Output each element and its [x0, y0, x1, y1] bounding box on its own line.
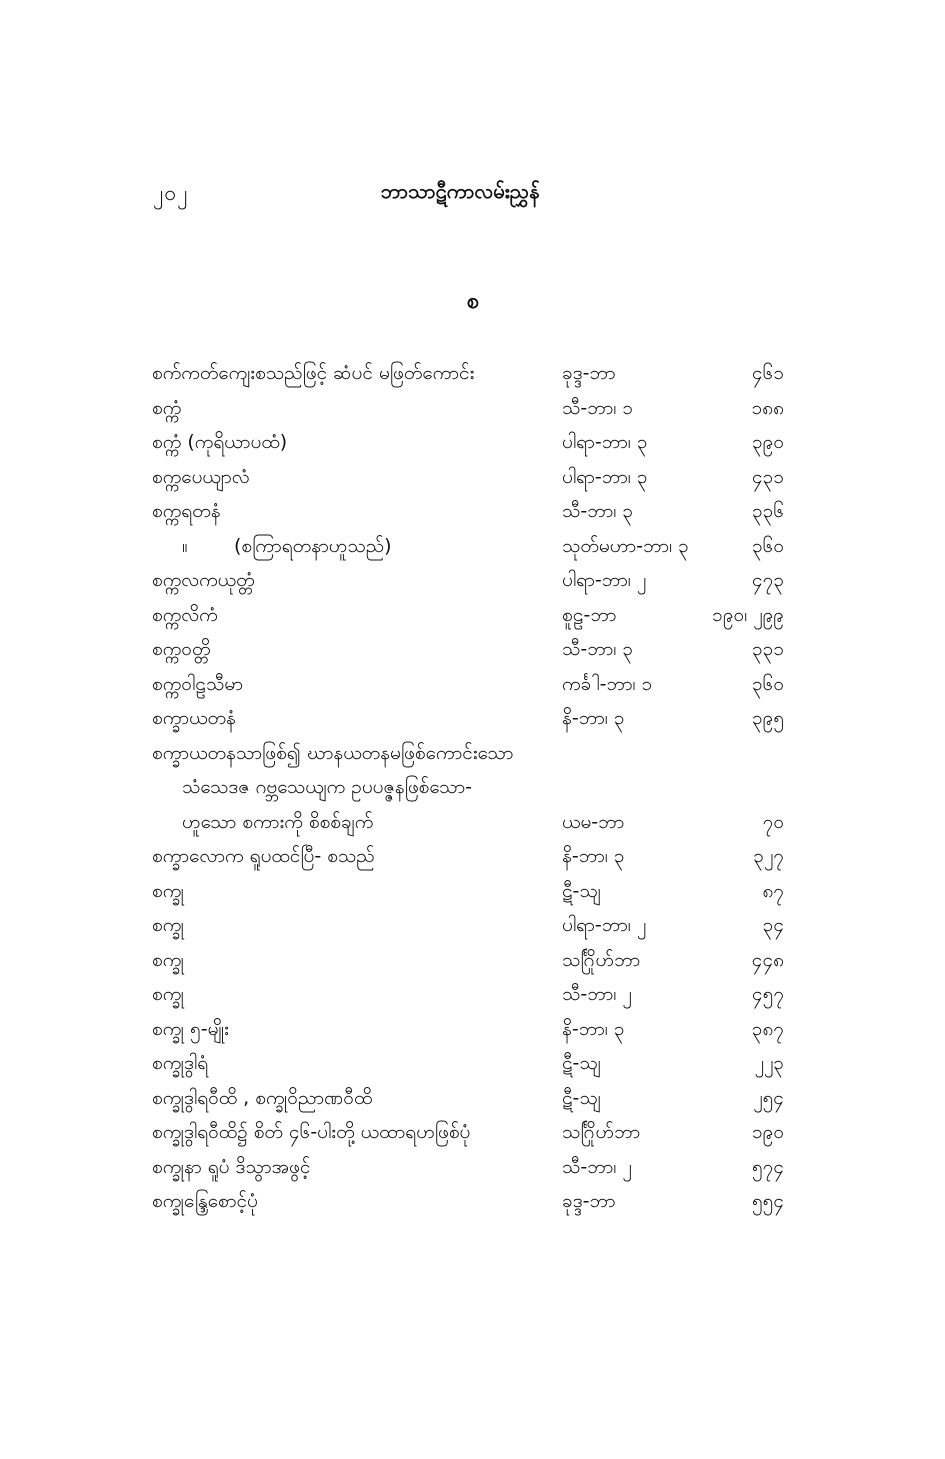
entry-page: ၃၈၇: [751, 1017, 784, 1040]
entry-term: စက္ခာလောက ရူပထင်ပြီ- စသည်: [152, 845, 375, 867]
entry-page: ၇၀: [762, 810, 784, 833]
entry-source: ပါရာ-ဘာ၊ ၂: [562, 914, 647, 936]
entry-term: သံသေဒဇ ဂဗ္ဘသေယျက ဥပပဇ္ဇနဖြစ်သော-: [182, 776, 472, 798]
index-entry: [152, 632, 792, 667]
index-entry: [152, 770, 792, 805]
entry-page: ၃၉၀: [751, 431, 784, 453]
entry-term: စက္ခု ၅-မျိုး: [152, 1017, 230, 1040]
entry-page: ၃၄: [762, 914, 784, 936]
index-entry: [152, 1012, 792, 1047]
entry-term: ဟူသော စကားကို စိစစ်ချက်: [182, 810, 374, 833]
entry-term: စက္ခု: [152, 914, 185, 936]
index-entry: [152, 356, 792, 391]
entry-page: ၅၅၄: [751, 1190, 784, 1212]
entry-term: စက္ခုနာ ရူပံ ဒိသွာအဖွင့်: [152, 1155, 311, 1178]
entry-source: သုတ်မဟာ-ဘာ၊ ၃: [562, 534, 689, 557]
entry-term: စက္ခုဒွါရဝီထိ , စက္ခုဝိညာဏဝီထိ: [152, 1086, 373, 1109]
entry-source: ခုဒ္ဒ-ဘာ: [562, 1190, 616, 1212]
ditto-mark: ။: [182, 534, 188, 557]
entry-term: စက္ခာယတနသာဖြစ်၍ ဃာနယတနမဖြစ်ကောင်းသော: [152, 741, 514, 764]
entry-source: ကင်္ခါ-ဘာ၊ ၁: [562, 672, 653, 695]
index-entry: [152, 494, 792, 529]
entry-term: စက္ကရတနံ: [152, 500, 221, 522]
entry-source: သင်္ဂြိုဟ်ဘာ: [562, 948, 641, 971]
entry-term: စက္ကပေယျာလံ: [152, 465, 250, 488]
entry-source: ဋီ-သျ: [562, 1086, 601, 1109]
entry-term: စက္ကလိကံ: [152, 603, 218, 626]
index-entry: [152, 1184, 792, 1219]
entry-page: ၄၃၁: [751, 465, 784, 488]
index-entry: [152, 839, 792, 874]
entry-term: စက္ကလကယုတ္တံ: [152, 569, 255, 591]
entry-term: စက္ခုဒွါရံ: [152, 1052, 209, 1074]
entry-page: ၃၃၆: [751, 500, 784, 522]
entry-source: ဋီ-သျ: [562, 879, 601, 902]
entry-term: စက္ခု: [152, 879, 185, 902]
entry-source: ပါရာ-ဘာ၊ ၂: [562, 569, 647, 591]
entry-term: စက္ခာယတနံ: [152, 707, 236, 729]
index-entry: [152, 425, 792, 460]
entry-term: စက္ခုန္ဒြေစောင့်ပုံ: [152, 1190, 258, 1212]
entry-term: စက္ခု: [152, 983, 185, 1005]
entry-page: ၃၉၅: [751, 707, 784, 729]
index-entry: [152, 908, 792, 943]
entry-source: စူဠ-ဘာ: [562, 603, 617, 626]
entry-page: ၄၅၇: [751, 983, 784, 1005]
entry-source: သီ-ဘာ၊ ၂: [562, 983, 632, 1005]
entry-term: စက်ကတ်ကျေးစသည်ဖြင့် ဆံပင် မဖြတ်ကောင်း: [152, 362, 475, 384]
entry-source: နိ-ဘာ၊ ၃: [562, 707, 625, 729]
index-list: [152, 356, 792, 1219]
index-entry: [152, 1046, 792, 1081]
entry-source: သီ-ဘာ၊ ၃: [562, 638, 634, 660]
index-entry: [152, 736, 792, 771]
entry-page: ၂၅၄: [753, 1086, 784, 1109]
entry-page: ၄၇၃: [751, 569, 784, 591]
index-entry: [152, 563, 792, 598]
book-title: ဘာသာဋီကာလမ်းညွှန်: [380, 179, 540, 203]
entry-source: နိ-ဘာ၊ ၃: [562, 845, 625, 867]
index-entry: [152, 529, 792, 564]
entry-page: ၈၇: [762, 879, 784, 902]
entry-source: ဋီ-သျ: [562, 1052, 601, 1074]
entry-page: ၁၈၈: [751, 396, 784, 419]
index-entry: [152, 701, 792, 736]
index-entry: [152, 391, 792, 426]
entry-page: ၄၄၈: [751, 948, 784, 971]
entry-source: သင်္ဂြိုဟ်ဘာ: [562, 1121, 641, 1143]
entry-source: နိ-ဘာ၊ ၃: [562, 1017, 625, 1040]
entry-source: ပါရာ-ဘာ၊ ၃: [562, 431, 648, 453]
section-letter: စ: [466, 289, 480, 314]
index-entry: [152, 598, 792, 633]
entry-term: စက္ကဝါဠသီမာ: [152, 672, 244, 695]
entry-page: ၃၂၇: [753, 845, 784, 867]
entry-page: ၃၃၁: [751, 638, 784, 660]
index-entry: [152, 977, 792, 1012]
entry-page: ၁၉၀: [751, 1121, 784, 1143]
index-entry: [152, 667, 792, 702]
entry-source: သီ-ဘာ၊ ၁: [562, 396, 634, 419]
entry-term: စက္ခုဒွါရဝီထိ၌ စိတ် ၄၆-ပါးတို့ ယထာရဟဖြစ်ပုံ: [152, 1121, 471, 1143]
entry-term: စက္ခု: [152, 948, 185, 971]
entry-page: ၁၉၀၊ ၂၉၉: [712, 603, 784, 626]
entry-source: ပါရာ-ဘာ၊ ၃: [562, 465, 648, 488]
index-entry: [152, 805, 792, 840]
index-entry: [152, 1081, 792, 1116]
entry-source: သီ-ဘာ၊ ၃: [562, 500, 634, 522]
index-entry: [152, 1150, 792, 1185]
entry-page: ၃၆၀: [751, 534, 784, 557]
entry-source: ခုဒ္ဒ-ဘာ: [562, 362, 616, 384]
index-entry: [152, 1115, 792, 1150]
entry-page: ၅၇၄: [751, 1155, 784, 1178]
entry-page: ၂၂၃: [754, 1052, 784, 1074]
entry-term: စက္ကံ: [152, 396, 182, 419]
index-entry: [152, 943, 792, 978]
index-entry: [152, 460, 792, 495]
page-number: ၂၀၂: [153, 181, 189, 205]
index-entry: [152, 874, 792, 909]
entry-term: (စကြာရတနာဟူသည်): [234, 534, 392, 557]
entry-source: ယမ-ဘာ: [562, 810, 625, 833]
entry-page: ၃၆၀: [751, 672, 784, 695]
entry-source: သီ-ဘာ၊ ၂: [562, 1155, 632, 1178]
entry-term: စက္ကံ (ကုရိယာပထံ): [152, 431, 288, 453]
entry-page: ၄၆၁: [751, 362, 784, 384]
entry-term: စက္ကဝတ္တိ: [152, 638, 211, 660]
